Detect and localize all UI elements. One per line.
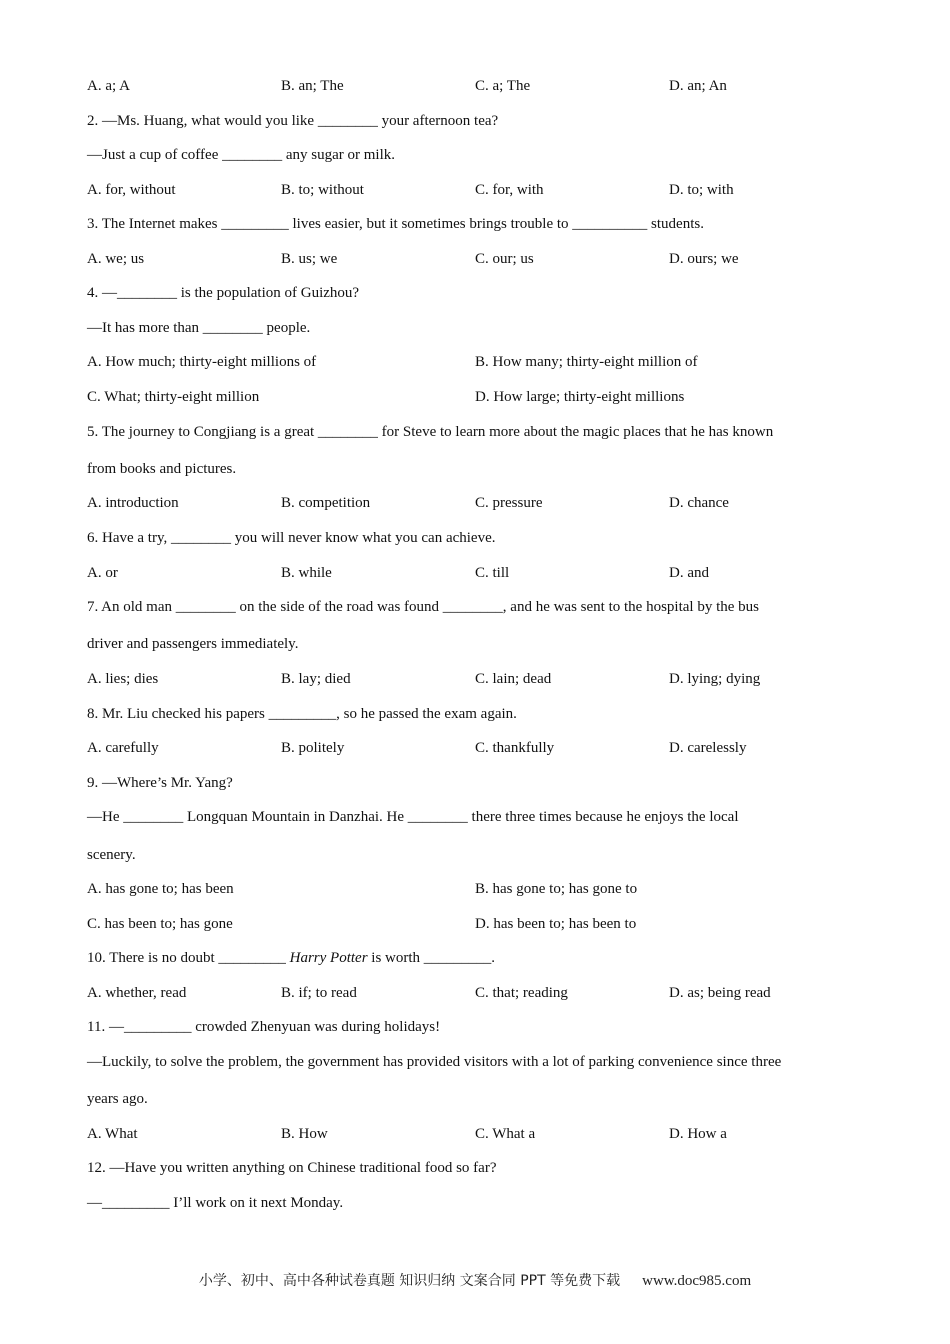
q3-option-c: C. our; us [475, 251, 534, 267]
q8-option-b: B. politely [281, 740, 345, 756]
q8-option-c: C. thankfully [475, 740, 555, 756]
page-footer [0, 1270, 950, 1290]
q9-stem: 9. —Where’s Mr. Yang? [87, 775, 233, 791]
q9-option-d: D. has been to; has been to [475, 916, 637, 932]
q11-stem: 11. —_________ crowded Zhenyuan was during holidays! [87, 1019, 441, 1035]
footer-site-link[interactable]: www.doc985.com [642, 1273, 752, 1289]
q7-option-a: A. lies; dies [87, 671, 159, 687]
q2-option-b: B. to; without [281, 182, 364, 198]
q11-option-c: C. What a [475, 1126, 536, 1142]
q5-option-d: D. chance [669, 495, 729, 511]
q12-reply: —_________ I’ll work on it next Monday. [87, 1195, 344, 1211]
q7-option-b: B. lay; died [281, 671, 351, 687]
q2-stem: 2. —Ms. Huang, what would you like ________ your afternoon tea? [87, 113, 499, 129]
q3-option-d: D. ours; we [669, 251, 739, 267]
q10-option-c: C. that; reading [475, 985, 568, 1001]
q7-option-d: D. lying; dying [669, 671, 761, 687]
q6-option-c: C. till [475, 565, 510, 581]
q11-option-a: A. What [87, 1126, 138, 1142]
q2-reply: —Just a cup of coffee ________ any sugar or milk. [87, 147, 395, 163]
q6-option-d: D. and [669, 565, 709, 581]
q7-option-c: C. lain; dead [475, 671, 552, 687]
q2-option-d: D. to; with [669, 182, 734, 198]
q2-option-c: C. for, with [475, 182, 544, 198]
q6-stem: 6. Have a try, ________ you will never know what you can achieve. [87, 530, 496, 546]
q3-option-b: B. us; we [281, 251, 338, 267]
q11-option-b: B. How [281, 1126, 328, 1142]
q10-stem [87, 948, 495, 968]
q12-stem: 12. —Have you written anything on Chinese traditional food so far? [87, 1160, 497, 1176]
q9-option-a: A. has gone to; has been [87, 881, 234, 897]
q10-option-b: B. if; to read [281, 985, 357, 1001]
q5-option-c: C. pressure [475, 495, 543, 511]
q8-option-d: D. carelessly [669, 740, 747, 756]
q4-option-c: C. What; thirty-eight million [87, 389, 260, 405]
q1-option-a: A. a; A [87, 78, 130, 94]
q11-reply-line2: years ago. [87, 1091, 148, 1107]
q6-option-b: B. while [281, 565, 332, 581]
q8-option-a: A. carefully [87, 740, 159, 756]
q11-reply-line1: —Luckily, to solve the problem, the government has provided visitors with a lot of parking convenience since three [87, 1054, 782, 1070]
q5-option-b: B. competition [281, 495, 371, 511]
q9-option-b: B. has gone to; has gone to [475, 881, 638, 897]
q1-option-b: B. an; The [281, 78, 344, 94]
q1-option-c: C. a; The [475, 78, 531, 94]
q4-stem: 4. —________ is the population of Guizhou? [87, 285, 360, 301]
q9-reply-line1: —He ________ Longquan Mountain in Danzhai. He ________ there three times because he enjoys the local [87, 809, 739, 825]
q6-option-a: A. or [87, 565, 118, 581]
q11-option-d: D. How a [669, 1126, 727, 1142]
q10-stem-pre: 10. There is no doubt _________ [87, 950, 290, 966]
q10-book-title: Harry Potter [289, 950, 368, 966]
q4-option-d: D. How large; thirty-eight millions [475, 389, 685, 405]
q5-option-a: A. introduction [87, 495, 179, 511]
q7-stem-line2: driver and passengers immediately. [87, 636, 299, 652]
q4-reply: —It has more than ________ people. [87, 320, 311, 336]
footer-text: 小学、初中、高中各种试卷真题 知识归纳 文案合同 PPT 等免费下载 [198, 1273, 621, 1289]
q10-option-d: D. as; being read [669, 985, 771, 1001]
q3-stem: 3. The Internet makes _________ lives easier, but it sometimes brings trouble to __________ students. [87, 216, 704, 232]
q3-option-a: A. we; us [87, 251, 145, 267]
q10-option-a: A. whether, read [87, 985, 187, 1001]
q4-option-a: A. How much; thirty-eight millions of [87, 354, 317, 370]
q5-stem-line2: from books and pictures. [87, 461, 237, 477]
q10-stem-post: is worth _________. [367, 950, 496, 966]
q8-stem: 8. Mr. Liu checked his papers _________, so he passed the exam again. [87, 706, 517, 722]
q1-option-d: D. an; An [669, 78, 727, 94]
q9-option-c: C. has been to; has gone [87, 916, 233, 932]
q9-reply-line2: scenery. [87, 847, 136, 863]
q7-stem-line1: 7. An old man ________ on the side of the road was found ________, and he was sent to the hospital by the bus [87, 599, 759, 615]
q4-option-b: B. How many; thirty-eight million of [475, 354, 698, 370]
q5-stem-line1: 5. The journey to Congjiang is a great ________ for Steve to learn more about the magic places that he has known [87, 424, 774, 440]
q2-option-a: A. for, without [87, 182, 176, 198]
